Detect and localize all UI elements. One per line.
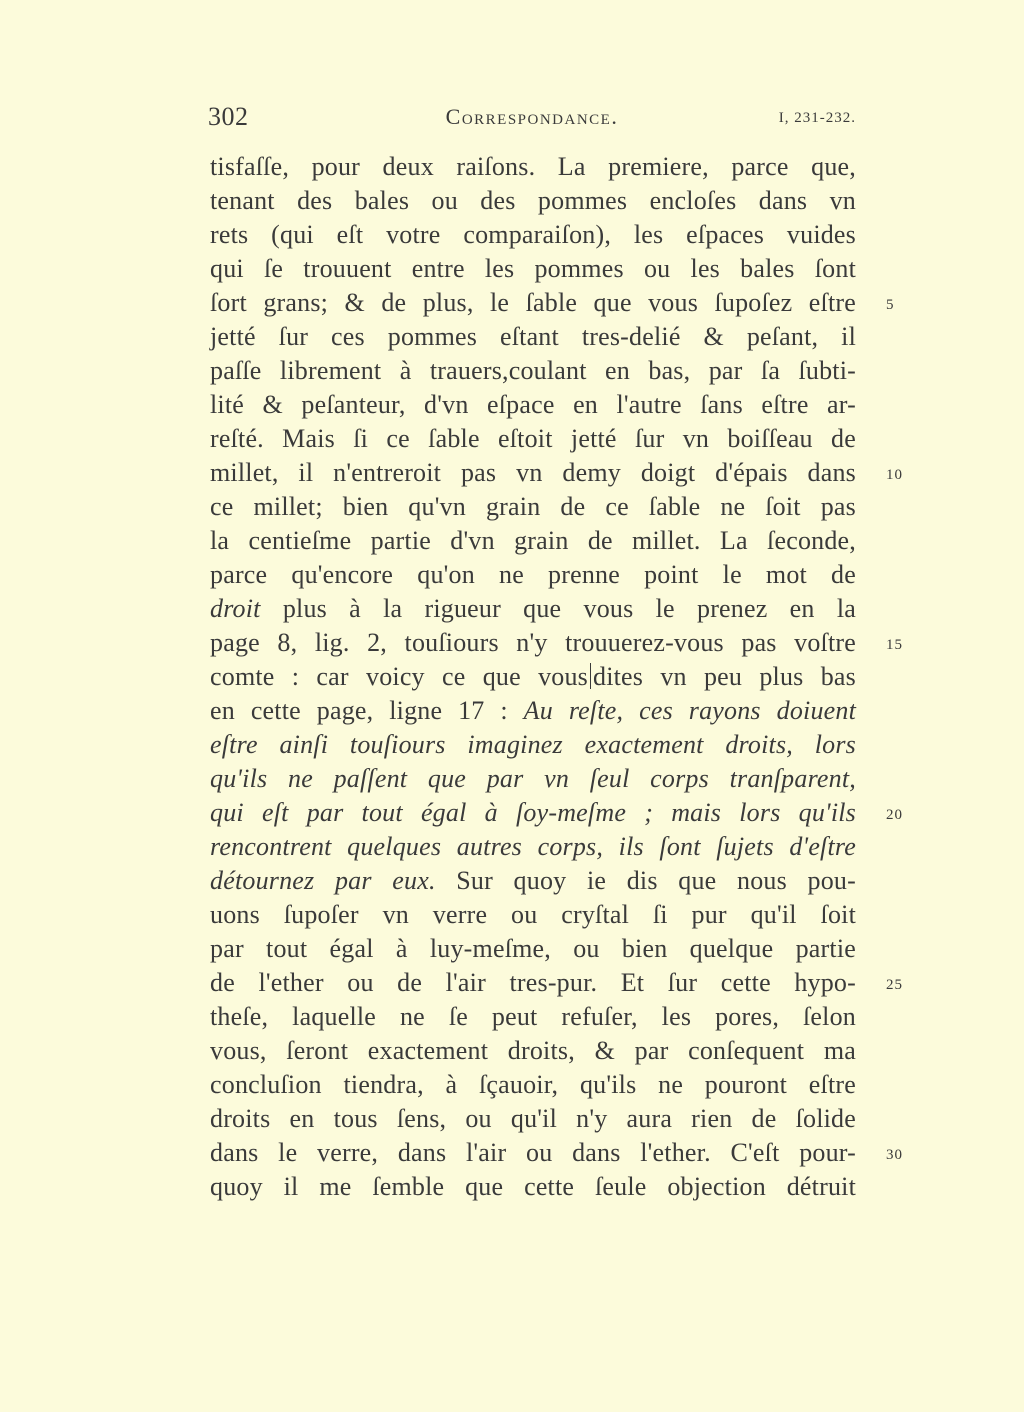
italic-quote-span: qu'ils ne paſſent que par vn ſeul corps tranſparent,	[210, 764, 856, 793]
text-span: vous, ſeront exactement droits, & par conſequent ma	[210, 1036, 856, 1065]
text-line	[210, 456, 903, 490]
text-line	[210, 830, 856, 864]
volume-page-reference: I, 231-232.	[778, 110, 856, 126]
page-break-marker	[590, 663, 591, 689]
text-line	[210, 1170, 856, 1204]
text-span: uons ſupoſer vn verre ou cryſtal ſi pur qu'il ſoit	[210, 900, 856, 929]
line-number: 20	[886, 807, 903, 823]
text-span: parce qu'encore qu'on ne prenne point le mot de	[210, 560, 856, 589]
text-line	[210, 184, 856, 218]
running-title: Correspondance.	[445, 104, 619, 129]
line-number: 15	[886, 637, 903, 653]
line-number: 25	[886, 977, 903, 993]
text-line	[210, 626, 903, 660]
text-line	[210, 728, 856, 762]
text-span: theſe, laquelle ne ſe peut refuſer, les pores, ſelon	[210, 1002, 856, 1031]
text-line	[210, 252, 856, 286]
text-span: jetté ſur ces pommes eſtant tres-delié & peſant, il	[210, 322, 856, 351]
text-span: rets (qui eſt votre comparaiſon), les eſpaces vuides	[210, 220, 856, 249]
text-span: page 8, lig. 2, touſiours n'y trouuerez-vous pas voſtre	[210, 628, 856, 657]
page-number: 302	[208, 102, 249, 131]
italic-quote-span: qui eſt par tout égal à ſoy-meſme ; mais lors qu'ils	[210, 798, 856, 827]
text-span: dites vn peu plus bas	[593, 662, 856, 691]
text-span: ce millet; bien qu'vn grain de ce ſable ne ſoit pas	[210, 492, 856, 521]
text-line	[210, 320, 856, 354]
text-span: qui ſe trouuent entre les pommes ou les bales ſont	[210, 254, 856, 283]
text-span: tenant des bales ou des pommes encloſes dans vn	[210, 186, 856, 215]
text-span: droits en tous ſens, ou qu'il n'y aura rien de ſolide	[210, 1104, 856, 1133]
text-line	[210, 864, 856, 898]
text-line	[210, 898, 856, 932]
text-line	[210, 558, 856, 592]
text-line	[210, 694, 856, 728]
text-span: paſſe librement à trauers,coulant en bas, par ſa ſubti-	[210, 356, 856, 385]
text-line	[210, 592, 856, 626]
text-line	[210, 422, 856, 456]
text-span: comte : car voicy ce que vous	[210, 662, 588, 691]
text-span: lité & peſanteur, d'vn eſpace en l'autre ſans eſtre ar-	[210, 390, 856, 419]
text-line	[210, 1034, 856, 1068]
italic-quote-span: eſtre ainſi touſiours imaginez exactement droits, lors	[210, 730, 856, 759]
text-span: reſté. Mais ſi ce ſable eſtoit jetté ſur vn boiſſeau de	[210, 424, 856, 453]
text-span: en cette page, ligne 17 :	[210, 696, 524, 725]
text-span: quoy il me ſemble que cette ſeule objection détruit	[210, 1172, 856, 1201]
text-line	[210, 524, 856, 558]
text-line	[210, 1068, 856, 1102]
text-span: ſort grans; & de plus, le ſable que vous ſupoſez eſtre	[210, 288, 856, 317]
text-line	[210, 762, 856, 796]
text-line	[210, 1000, 856, 1034]
italic-quote-span: droit	[210, 594, 261, 623]
text-span: tisfaſſe, pour deux raiſons. La premiere, parce que,	[210, 152, 856, 181]
line-number: 10	[886, 467, 903, 483]
page-header	[208, 102, 856, 138]
text-line	[210, 796, 903, 830]
text-line	[210, 218, 856, 252]
text-line	[210, 1102, 856, 1136]
italic-quote-span: détournez par eux.	[210, 866, 436, 895]
text-line	[210, 966, 903, 1000]
text-line	[210, 286, 895, 320]
text-line	[210, 1136, 903, 1170]
text-span: dans le verre, dans l'air ou dans l'ether. C'eſt pour-	[210, 1138, 856, 1167]
text-span: millet, il n'entreroit pas vn demy doigt d'épais dans	[210, 458, 856, 487]
text-span: concluſion tiendra, à ſçauoir, qu'ils ne pouront eſtre	[210, 1070, 856, 1099]
text-span: la centieſme partie d'vn grain de millet. La ſeconde,	[210, 526, 856, 555]
body-text	[210, 150, 903, 1204]
text-span: par tout égal à luy-meſme, ou bien quelque partie	[210, 934, 856, 963]
italic-quote-span: Au reſte, ces rayons doiuent	[523, 696, 857, 725]
text-line	[210, 490, 856, 524]
text-span: Sur quoy ie dis que nous pou-	[435, 866, 856, 895]
text-line	[210, 388, 856, 422]
text-line	[210, 150, 856, 184]
text-span: plus à la rigueur que vous le prenez en la	[260, 594, 856, 623]
text-line	[210, 932, 856, 966]
text-span: de l'ether ou de l'air tres-pur. Et ſur cette hypo-	[210, 968, 856, 997]
text-line	[210, 354, 856, 388]
line-number: 30	[886, 1147, 903, 1163]
line-number: 5	[886, 297, 895, 313]
text-line	[210, 660, 856, 694]
italic-quote-span: rencontrent quelques autres corps, ils ſont ſujets d'eſtre	[210, 832, 856, 861]
